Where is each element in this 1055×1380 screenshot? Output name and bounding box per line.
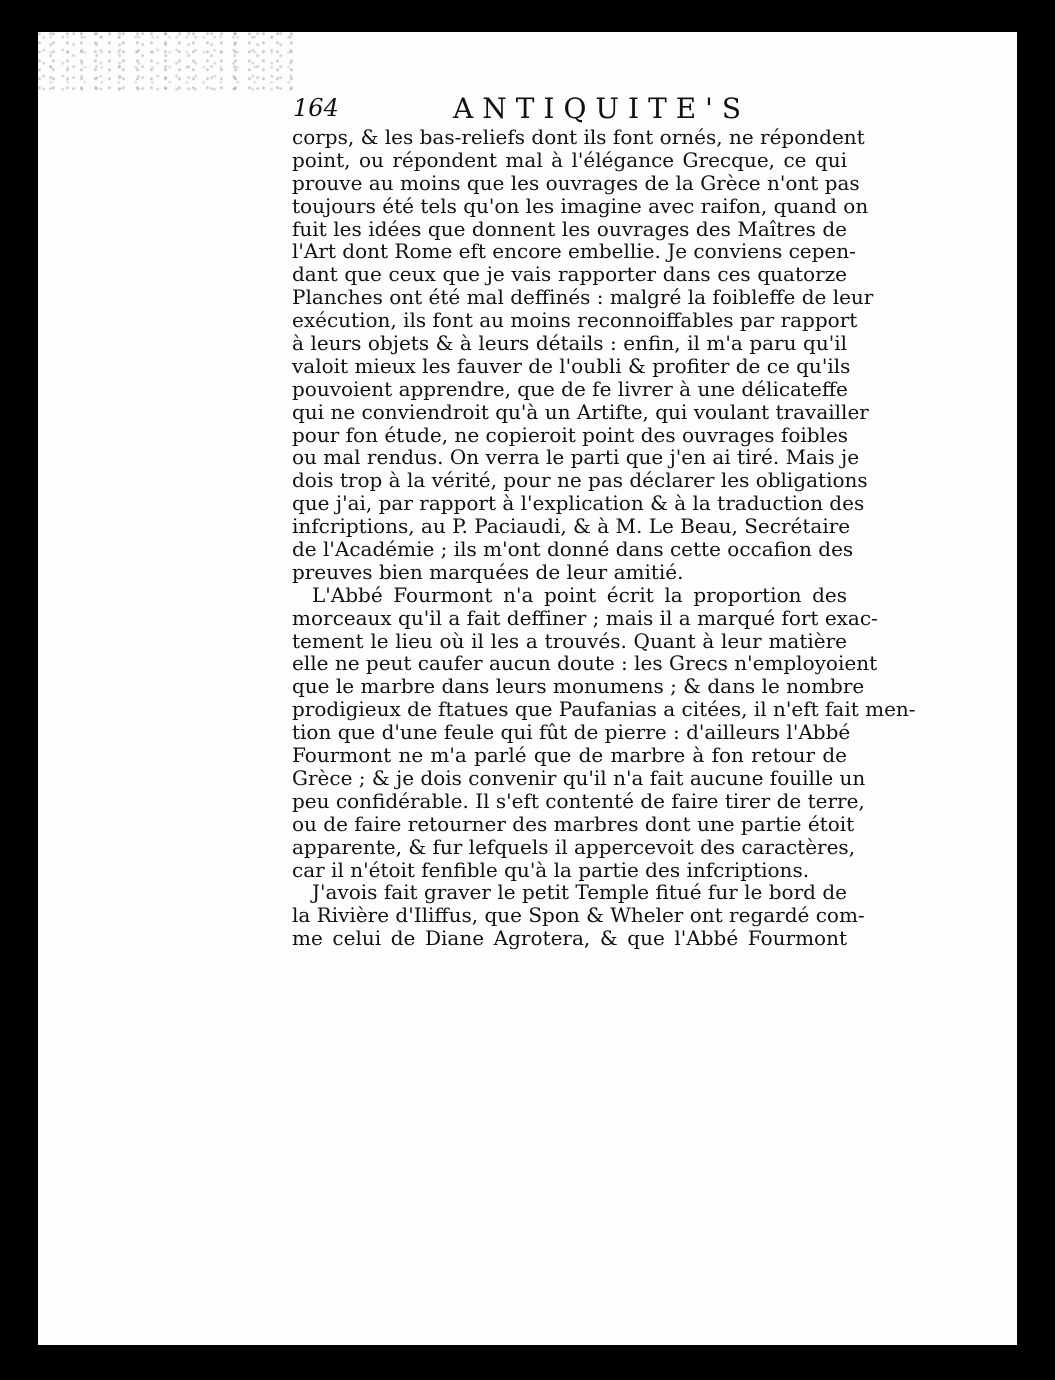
running-title: ANTIQUITE'S [453, 92, 751, 125]
text-line: tion que d'une feule qui fût de pierre : d'ailleurs l'Abbé [292, 720, 851, 745]
text-line: infcriptions, au P. Paciaudi, & à M. Le Beau, Secrétaire [292, 514, 851, 539]
text-line: elle ne peut caufer aucun doute : les Grecs n'employoient [292, 651, 878, 676]
running-head [293, 90, 853, 130]
text-line: fuit les idées que donnent les ouvrages des Maîtres de [292, 216, 847, 241]
text-line: dant que ceux que je vais rapporter dans ces quatorze [292, 262, 847, 287]
text-line: tement le lieu où il les a trouvés. Quant à leur matière [292, 628, 847, 653]
text-line: pouvoient apprendre, que de fe livrer à une délicateffe [292, 376, 848, 401]
text-line: peu confidérable. Il s'eft contenté de faire tirer de terre, [292, 788, 865, 813]
text-line: prouve au moins que les ouvrages de la Grèce n'ont pas [292, 170, 860, 195]
text-line: preuves bien marquées de leur amitié. [292, 559, 684, 584]
text-line: me celui de Diane Agrotera, & que l'Abbé Fourmont [292, 926, 847, 951]
text-line: qui ne conviendroit qu'à un Artifte, qui voulant travailler [292, 399, 869, 424]
text-line: Planches ont été mal deffinés : malgré la foibleffe de leur [292, 285, 874, 310]
text-line: pour fon étude, ne copieroit point des ouvrages foibles [292, 422, 849, 447]
text-line: corps, & les bas-reliefs dont ils font ornés, ne répondent [292, 125, 865, 149]
text-line: de l'Académie ; ils m'ont donné dans cette occafion des [292, 537, 854, 562]
text-line: prodigieux de ftatues que Paufanias a citées, il n'eft fait men- [292, 697, 916, 722]
body-text [292, 125, 916, 951]
text-line: dois trop à la vérité, pour ne pas déclarer les obligations [292, 468, 868, 493]
text-line: l'Art dont Rome eft encore embellie. Je conviens cepen- [292, 239, 856, 264]
text-line: J'avois fait graver le petit Temple fitué fur le bord de [312, 880, 847, 905]
text-line: Grèce ; & je dois convenir qu'il n'a fait aucune fouille un [292, 765, 866, 790]
text-line: toujours été tels qu'on les imagine avec raifon, quand on [292, 193, 869, 218]
text-line: L'Abbé Fourmont n'a point écrit la proportion des [312, 582, 847, 607]
text-line: valoit mieux les fauver de l'oubli & profiter de ce qu'ils [292, 353, 851, 378]
page-number: 164 [293, 94, 339, 122]
text-line: la Rivière d'Iliffus, que Spon & Wheler ont regardé com- [292, 903, 865, 928]
text-line: ou de faire retourner des marbres dont une partie étoit [292, 811, 855, 836]
text-line: que j'ai, par rapport à l'explication & à la traduction des [292, 491, 865, 516]
text-line: exécution, ils font au moins reconnoiffables par rapport [292, 308, 858, 333]
text-line: que le marbre dans leurs monumens ; & dans le nombre [292, 674, 865, 699]
text-line: à leurs objets & à leurs détails : enfin, il m'a paru qu'il [292, 331, 847, 356]
text-line: morceaux qu'il a fait deffiner ; mais il a marqué fort exac- [292, 605, 878, 630]
text-line: point, ou répondent mal à l'élégance Grecque, ce qui [292, 147, 847, 172]
text-line: ou mal rendus. On verra le parti que j'en ai tiré. Mais je [292, 445, 860, 470]
text-line: Fourmont ne m'a parlé que de marbre à fon retour de [292, 743, 847, 768]
page-edge-speckle [38, 32, 298, 92]
text-line: apparente, & fur lefquels il appercevoit des caractères, [292, 834, 856, 859]
text-line: car il n'étoit fenfible qu'à la partie des infcriptions. [292, 857, 810, 882]
